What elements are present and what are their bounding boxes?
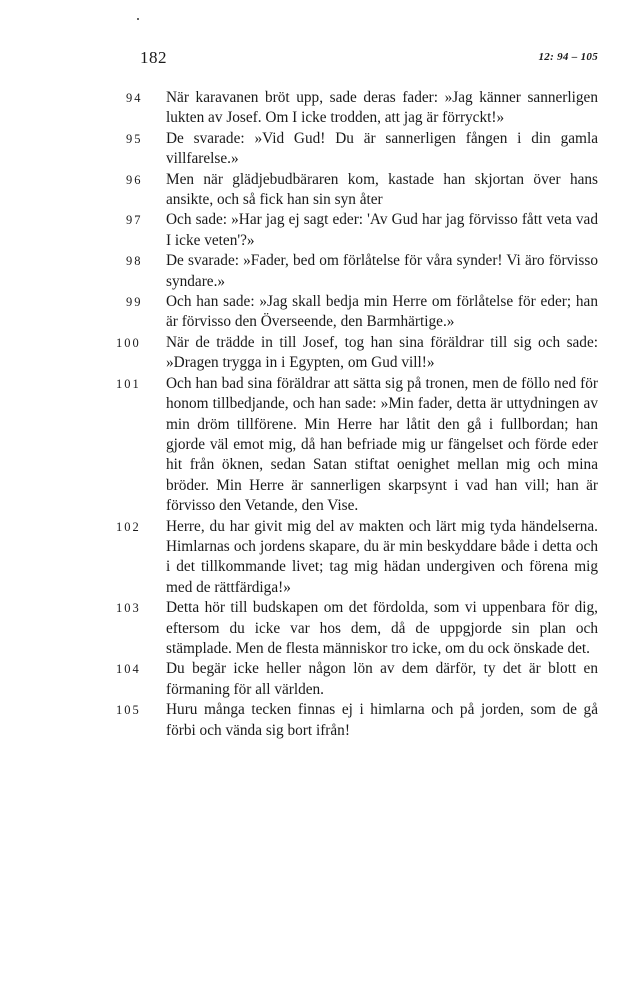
- verse-text: Och han bad sina föräldrar att sätta sig på tronen, men de föllo ned för honom tillbedjande, och han sade: »Min fader, detta är uttydningen av min dröm tillförene. Min Herre har låtit den gå i fullbordan; han gjorde väl emot mig, då han befriade mig ur fängelset och förde eder hit från öknen, sedan Satan stiftat oenighet mellan mig och mina bröder. Min Herre är sannerligen skarpsynt i vad han vill; han är förvisso den Vetande, den Vise.: [166, 374, 598, 515]
- verse-number: 98: [126, 254, 143, 269]
- verse-number: 96: [126, 172, 143, 187]
- verse-96: [0, 170, 632, 211]
- verse-number: 100: [116, 335, 141, 350]
- verse-97: [0, 210, 632, 251]
- verse-list: [0, 88, 632, 741]
- verse-number: 99: [126, 295, 143, 310]
- verse-98: [0, 251, 632, 292]
- verse-104: [0, 659, 632, 700]
- verse-text: Detta hör till budskapen om det fördolda, som vi uppenbara för dig, eftersom du icke var hos dem, då de uppgjorde sin plan och stämplade. Men de flesta människor tro icke, om du ock önskade det.: [166, 599, 598, 657]
- verse-text: När de trädde in till Josef, tog han sina föräldrar till sig och sade: »Dragen trygga in i Egypten, om Gud vill!»: [166, 333, 598, 372]
- verse-101: [0, 374, 632, 517]
- verse-text: Huru många tecken finnas ej i himlarna och på jorden, som de gå förbi och vända sig bort ifrån!: [166, 701, 598, 739]
- verse-100: [0, 333, 632, 374]
- verse-text: Herre, du har givit mig del av makten och lärt mig tyda händelserna. Himlarnas och jordens skapare, du är min beskyddare både i detta och i det tillkommande livet; tag mig hädan undergiven och förena mig med de rättfärdiga!»: [166, 517, 598, 596]
- print-speck: [137, 18, 139, 20]
- verse-99: [0, 292, 632, 333]
- chapter-verse-range: 12: 94 – 105: [538, 51, 598, 63]
- verse-text: De svarade: »Vid Gud! Du är sannerligen fången i din gamla villfarelse.»: [166, 129, 598, 168]
- verse-number: 104: [116, 662, 141, 677]
- verse-102: [0, 517, 632, 599]
- verse-number: 105: [116, 703, 141, 718]
- verse-number: 97: [126, 213, 143, 228]
- verse-103: [0, 598, 632, 659]
- verse-text: Men när glädjebudbäraren kom, kastade han skjortan över hans ansikte, och så fick han sin syn åter: [166, 170, 598, 209]
- page-number: 182: [140, 48, 167, 67]
- verse-text: De svarade: »Fader, bed om förlåtelse för våra synder! Vi äro förvisso syndare.»: [166, 252, 598, 290]
- verse-number: 94: [126, 91, 143, 105]
- page-header: [140, 48, 598, 72]
- verse-number: 95: [126, 131, 143, 146]
- verse-number: 102: [116, 519, 141, 534]
- verse-number: 103: [116, 601, 141, 616]
- verse-105: [0, 700, 632, 741]
- verse-text: När karavanen bröt upp, sade deras fader: »Jag känner sannerligen lukten av Josef. Om I icke trodden, att jag är förryckt!»: [166, 89, 598, 127]
- verse-number: 101: [116, 376, 141, 391]
- verse-text: Och han sade: »Jag skall bedja min Herre om förlåtelse för eder; han är förvisso den Överseende, den Barmhärtige.»: [166, 293, 598, 331]
- verse-95: [0, 129, 632, 170]
- verse-text: Du begär icke heller någon lön av dem därför, ty det är blott en förmaning för all världen.: [166, 660, 598, 698]
- verse-text: Och sade: »Har jag ej sagt eder: 'Av Gud har jag förvisso fått veta vad I icke veten'?»: [166, 211, 598, 249]
- verse-94: [0, 88, 632, 129]
